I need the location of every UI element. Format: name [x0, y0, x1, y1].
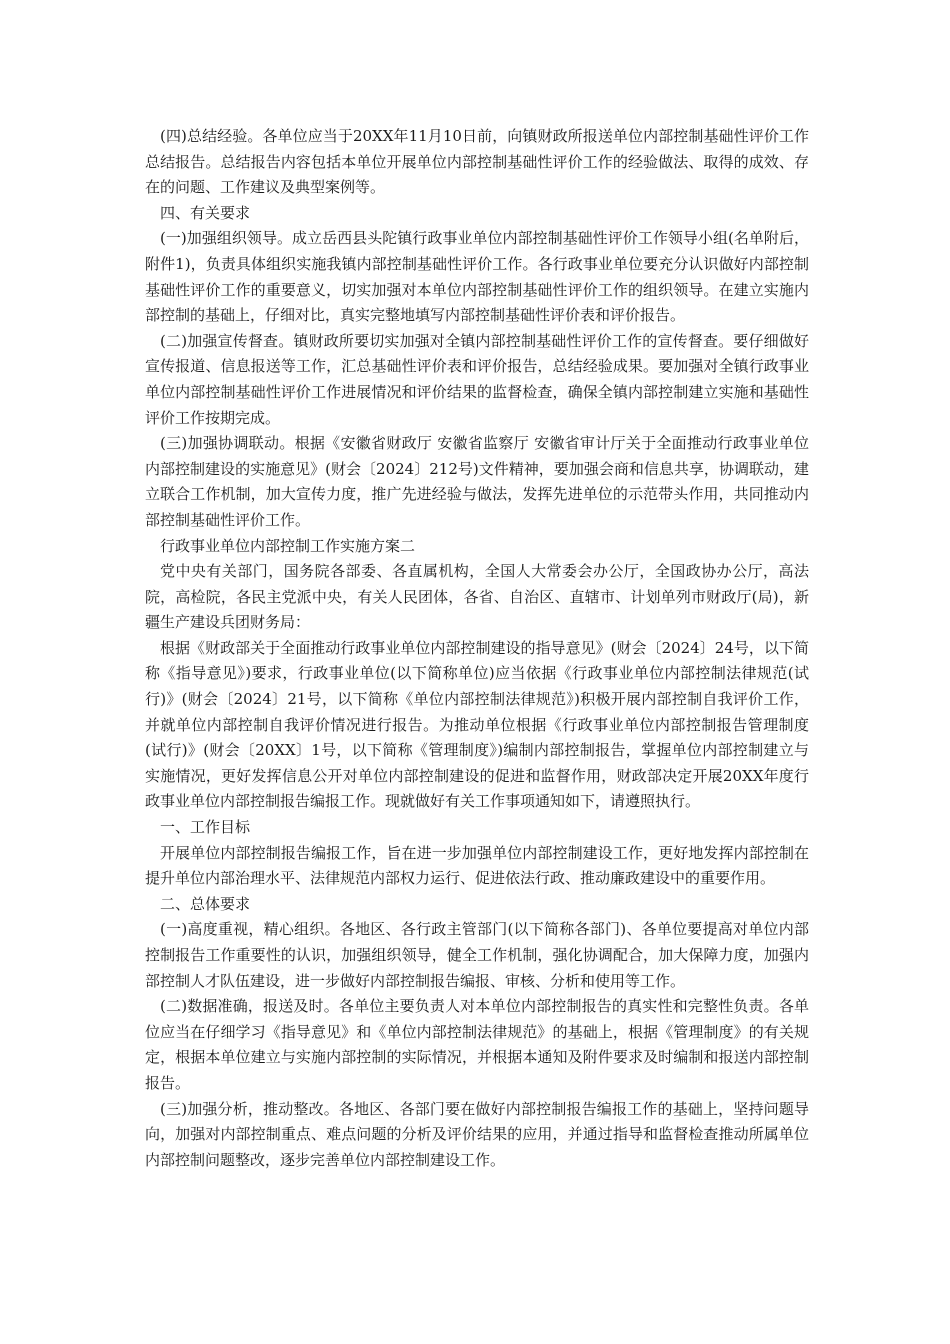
section-heading: 二、总体要求 — [160, 894, 251, 913]
paragraph: (二)加强宣传督查。镇财政所要切实加强对全镇内部控制基础性评价工作的宣传督查。要仔细做好宣传报道、信息报送等工作，汇总基础性评价表和评价报告，总结经验成果。要加强对全镇行政事业单位内部控制基础性评价工作进展情况和评价结果的监督检查，确保全镇内部控制建立实施和基础性评价工作按期完成。 — [145, 331, 809, 427]
paragraph: (三)加强分析，推动整改。各地区、各部门要在做好内部控制报告编报工作的基础上，坚持问题导向，加强对内部控制重点、难点问题的分析及评价结果的应用，并通过指导和监督检查推动所属单位内部控制问题整改，逐步完善单位内部控制建设工作。 — [145, 1099, 809, 1169]
paragraph: (二)数据准确，报送及时。各单位主要负责人对本单位内部控制报告的真实性和完整性负责。各单位应当在仔细学习《指导意见》和《单位内部控制法律规范》的基础上，根据《管理制度》的有关规定，根据本单位建立与实施内部控制的实际情况，并根据本通知及附件要求及时编制和报送内部控制报告。 — [145, 997, 809, 1092]
paragraph: 开展单位内部控制报告编报工作，旨在进一步加强单位内部控制建设工作，更好地发挥内部控制在提升单位内部治理水平、法律规范内部权力运行、促进依法行政、推动廉政建设中的重要作用。 — [145, 843, 809, 888]
paragraph: (一)高度重视，精心组织。各地区、各行政主管部门(以下简称各部门)、各单位要提高对单位内部控制报告工作重要性的认识，加强组织领导，健全工作机制，强化协调配合，加大保障力度，加强内部控制人才队伍建设，进一步做好内部控制报告编报、审核、分析和使用等工作。 — [145, 920, 809, 990]
document-title: 行政事业单位内部控制工作实施方案二 — [160, 536, 416, 555]
paragraph: 根据《财政部关于全面推动行政事业单位内部控制建设的指导意见》(财会〔2024〕24号，以下简称《指导意见》)要求，行政事业单位(以下简称单位)应当依据《行政事业单位内部控制法律规范(试行)》(财会〔2024〕21号，以下简称《单位内部控制法律规范》)积极开展内部控制自我评价工作，并就单位内部控制自我评价情况进行报告。为推动单位根据《行政事业单位内部控制报告管理制度(试行)》(财会〔20XX〕1号，以下简称《管理制度》)编制内部控制报告，掌握单位内部控制建立与实施情况，更好发挥信息公开对单位内部控制建设的促进和监督作用，财政部决定开展20XX年度行政事业单位内部控制报告编报工作。现就做好有关工作事项通知如下，请遵照执行。 — [145, 638, 809, 811]
paragraph: (一)加强组织领导。成立岳西县头陀镇行政事业单位内部控制基础性评价工作领导小组(名单附后，附件1)，负责具体组织实施我镇内部控制基础性评价工作。各行政事业单位要充分认识做好内部控制基础性评价工作的重要意义，切实加强对本单位内部控制基础性评价工作的组织领导。在建立实施内部控制的基础上，仔细对比，真实完整地填写内部控制基础性评价表和评价报告。 — [145, 229, 809, 325]
section-heading: 一、工作目标 — [160, 818, 251, 837]
paragraph: (四)总结经验。各单位应当于20XX年11月10日前，向镇财政所报送单位内部控制基础性评价工作总结报告。总结报告内容包括本单位开展单位内部控制基础性评价工作的经验做法、取得的成效、存在的问题、工作建议及典型案例等。 — [145, 127, 809, 197]
paragraph: 党中央有关部门，国务院各部委、各直属机构，全国人大常委会办公厅，全国政协办公厅，高法院，高检院，各民主党派中央，有关人民团体，各省、自治区、直辖市、计划单列市财政厅(局)，新疆生产建设兵团财务局： — [145, 562, 809, 632]
section-heading: 四、有关要求 — [160, 203, 251, 222]
document-body — [145, 124, 809, 1173]
paragraph: (三)加强协调联动。根据《安徽省财政厅 安徽省监察厅 安徽省审计厅关于全面推动行政事业单位内部控制建设的实施意见》(财会〔2024〕212号)文件精神，要加强会商和信息共享，协调联动，建立联合工作机制，加大宣传力度，推广先进经验与做法，发挥先进单位的示范带头作用，共同推动内部控制基础性评价工作。 — [145, 434, 809, 529]
